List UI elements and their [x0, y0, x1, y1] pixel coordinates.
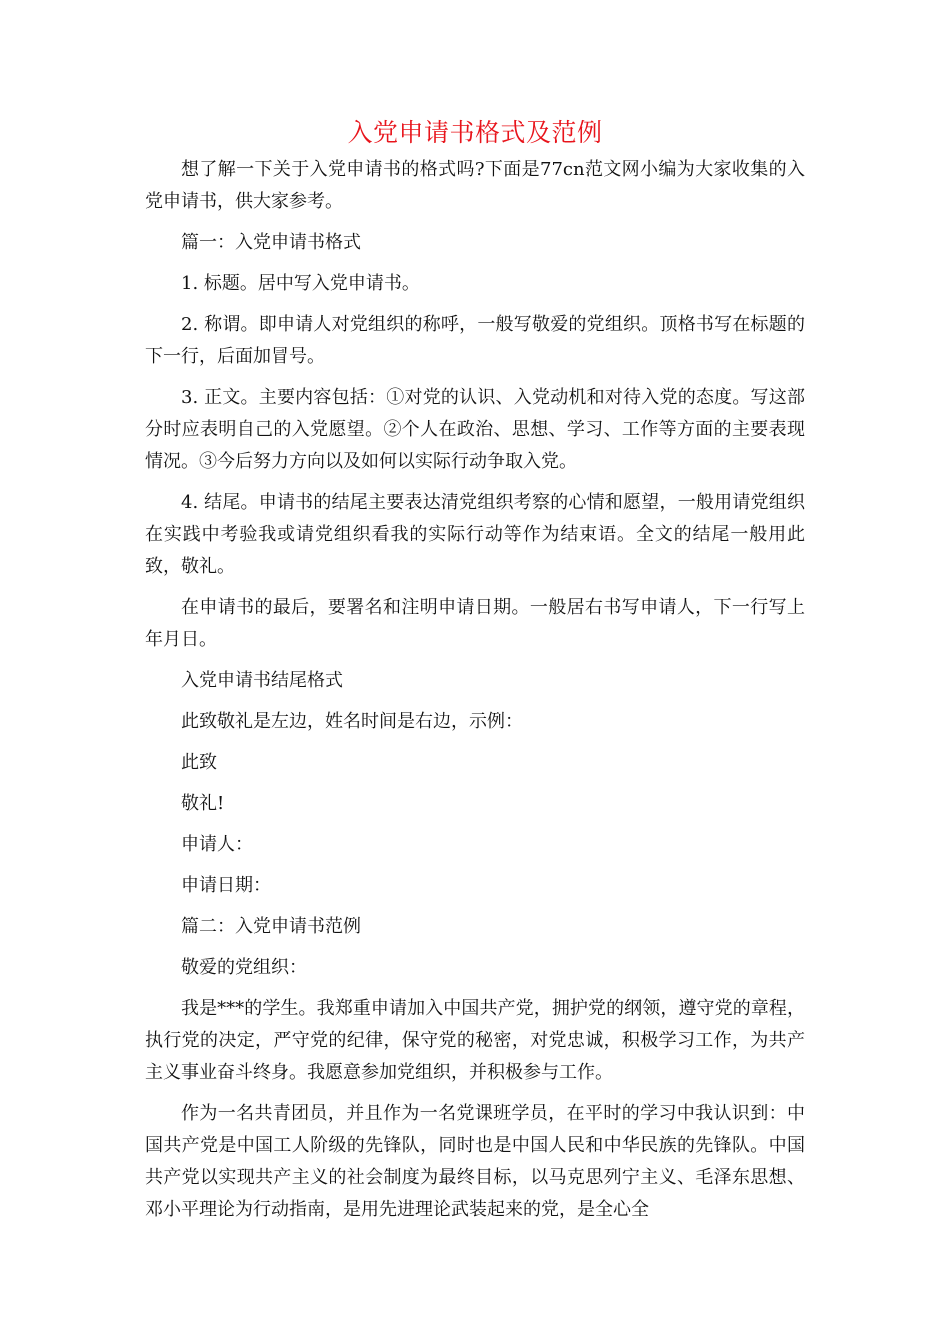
- intro-paragraph: 想了解一下关于入党申请书的格式吗?下面是77cn范文网小编为大家收集的入党申请书，供大家参考。: [145, 159, 805, 212]
- signature-paragraph: 在申请书的最后，要署名和注明申请日期。一般居右书写申请人，下一行写上年月日。: [145, 597, 805, 650]
- format-item-title: 1. 标题。居中写入党申请书。: [181, 273, 420, 294]
- example-salutation: 敬爱的党组织：: [181, 957, 307, 978]
- closing-line-1: 此致: [181, 752, 217, 773]
- ending-format-heading: 入党申请书结尾格式: [181, 670, 343, 691]
- applicant-line: 申请人：: [181, 834, 253, 855]
- closing-line-2: 敬礼!: [181, 793, 225, 814]
- example-paragraph-2: 作为一名共青团员，并且作为一名党课班学员，在平时的学习中我认识到：中国共产党是中国工人阶级的先锋队，同时也是中国人民和中华民族的先锋队。中国共产党以实现共产主义的社会制度为最终目标，以马克思列宁主义、毛泽东思想、邓小平理论为行动指南，是用先进理论武装起来的党，是全心全: [145, 1103, 805, 1220]
- ending-format-note: 此致敬礼是左边，姓名时间是右边，示例：: [181, 711, 523, 732]
- document-body: [145, 154, 805, 1226]
- section-heading-example: 篇二：入党申请书范例: [181, 916, 361, 937]
- format-item-salutation: 2. 称谓。即申请人对党组织的称呼，一般写敬爱的党组织。顶格书写在标题的下一行，后面加冒号。: [145, 314, 805, 367]
- format-item-body: 3. 正文。主要内容包括：①对党的认识、入党动机和对待入党的态度。写这部分时应表明自己的入党愿望。②个人在政治、思想、学习、工作等方面的主要表现情况。③今后努力方向以及如何以实际行动争取入党。: [145, 387, 805, 472]
- format-item-ending: 4. 结尾。申请书的结尾主要表达清党组织考察的心情和愿望，一般用请党组织在实践中考验我或请党组织看我的实际行动等作为结束语。全文的结尾一般用此致，敬礼。: [145, 492, 805, 577]
- section-heading-format: 篇一：入党申请书格式: [181, 232, 361, 253]
- date-line: 申请日期：: [181, 875, 271, 896]
- example-paragraph-1: 我是***的学生。我郑重申请加入中国共产党，拥护党的纲领，遵守党的章程，执行党的决定，严守党的纪律，保守党的秘密，对党忠诚，积极学习工作，为共产主义事业奋斗终身。我愿意参加党组织，并积极参与工作。: [145, 998, 805, 1083]
- document-title: 入党申请书格式及范例: [347, 118, 603, 147]
